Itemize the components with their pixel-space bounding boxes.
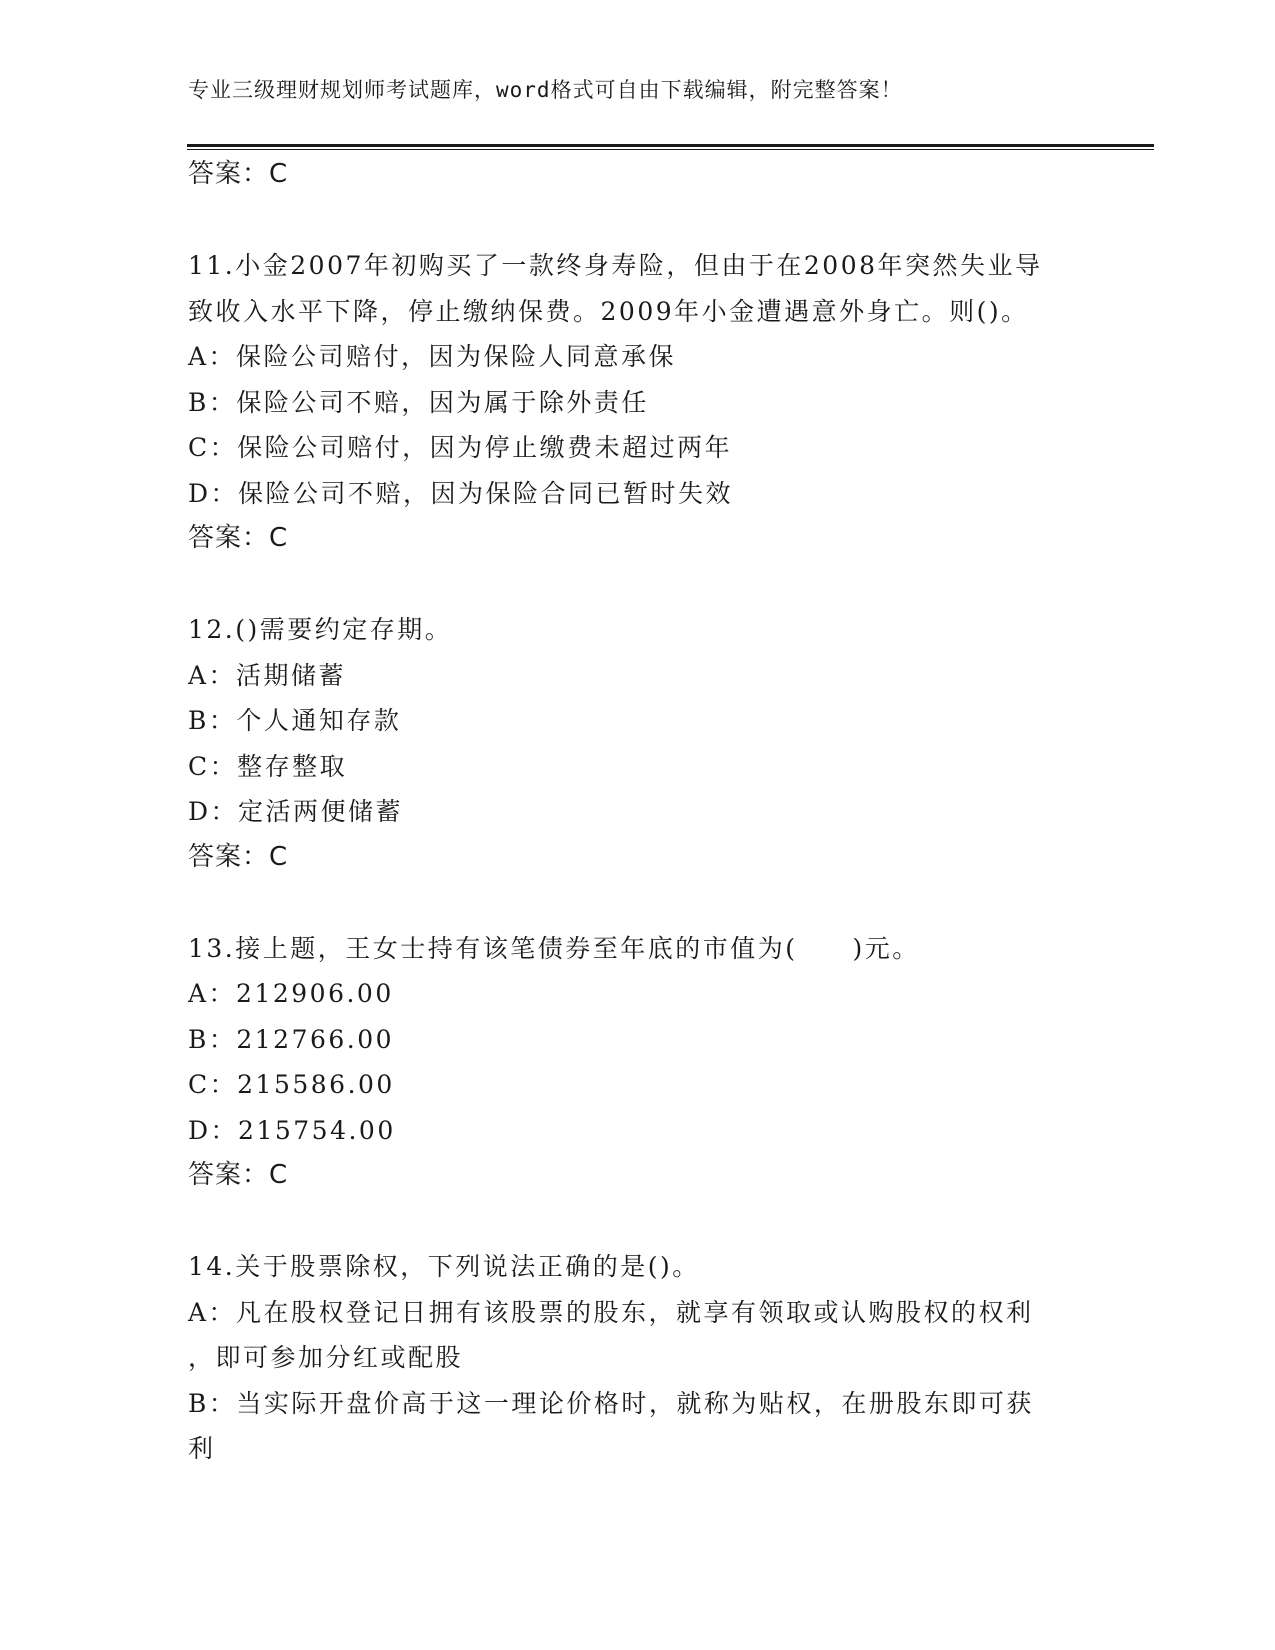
- question-stem: 11.小金2007年初购买了一款终身寿险，但由于在2008年突然失业导: [188, 251, 1043, 280]
- answer-line: 答案：C: [188, 1160, 289, 1190]
- spacer: [188, 562, 1088, 608]
- answer-line: 答案：C: [188, 159, 289, 189]
- header-rule-thin: [187, 149, 1154, 150]
- option-b: B：212766.00: [188, 1024, 395, 1054]
- option-a: A：212906.00: [188, 979, 394, 1008]
- header-rule-thick: [187, 144, 1154, 147]
- option-c: C：整存整取: [188, 751, 348, 781]
- option-b: B：当实际开盘价高于这一理论价格时，就称为贴权，在册股东即可获: [188, 1388, 1034, 1418]
- question-14: [188, 1244, 1088, 1472]
- option-a-continued: ，即可参加分红或配股: [188, 1343, 464, 1372]
- option-b: B：个人通知存款: [188, 706, 402, 735]
- option-d: D：保险公司不赔，因为保险合同已暂时失效: [188, 478, 734, 508]
- option-a: A：凡在股权登记日拥有该股票的股东，就享有领取或认购股权的权利: [188, 1297, 1034, 1327]
- spacer: [188, 880, 1088, 926]
- option-d: D：215754.00: [188, 1115, 396, 1145]
- spacer: [188, 1199, 1088, 1245]
- question-13: [188, 926, 1088, 1199]
- option-c: C：保险公司赔付，因为停止缴费未超过两年: [188, 433, 733, 462]
- question-stem: 致收入水平下降，停止缴纳保费。2009年小金遭遇意外身亡。则()。: [188, 296, 1029, 326]
- question-stem: 12.()需要约定存期。: [188, 615, 453, 644]
- spacer: [188, 198, 1088, 244]
- question-stem: 14.关于股票除权，下列说法正确的是()。: [188, 1252, 700, 1281]
- option-b-continued: 利: [188, 1434, 216, 1463]
- option-d: D：定活两便储蓄: [188, 797, 404, 826]
- question-12: [188, 607, 1088, 880]
- answer-line: 答案：C: [188, 841, 289, 872]
- question-11: [188, 243, 1088, 562]
- option-a: A：保险公司赔付，因为保险人同意承保: [188, 342, 677, 371]
- question-stem: 13.接上题，王女士持有该笔债券至年底的市值为( )元。: [188, 933, 920, 963]
- option-b: B：保险公司不赔，因为属于除外责任: [188, 387, 649, 417]
- option-a: A：活期储蓄: [188, 660, 347, 690]
- answer-line: 答案：C: [188, 523, 289, 553]
- page-header: 专业三级理财规划师考试题库，word格式可自由下载编辑，附完整答案！: [188, 78, 903, 102]
- option-c: C：215586.00: [188, 1070, 395, 1099]
- document-body: [188, 152, 1088, 1472]
